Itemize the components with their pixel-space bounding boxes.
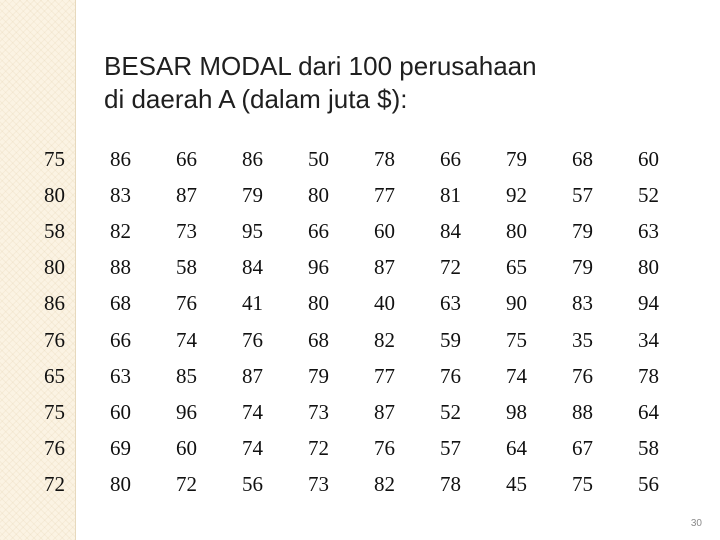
table-cell: 60	[374, 218, 395, 243]
table-cell: 65	[44, 363, 65, 388]
table-cell: 67	[572, 436, 593, 461]
table-row	[28, 322, 688, 358]
table-cell: 63	[440, 291, 461, 316]
table-cell: 45	[506, 472, 527, 497]
table-cell: 60	[176, 436, 197, 461]
table-cell: 40	[374, 291, 395, 316]
table-cell: 63	[638, 218, 659, 243]
table-row	[28, 358, 688, 394]
table-cell: 80	[308, 291, 329, 316]
table-cell: 65	[506, 255, 527, 280]
table-cell: 75	[44, 399, 65, 424]
table-cell: 57	[572, 182, 593, 207]
table-cell: 60	[638, 146, 659, 171]
table-cell: 76	[374, 436, 395, 461]
table-cell: 94	[638, 291, 659, 316]
table-cell: 95	[242, 218, 263, 243]
table-cell: 64	[506, 436, 527, 461]
table-row	[28, 177, 688, 213]
table-cell: 75	[44, 146, 65, 171]
table-cell: 96	[308, 255, 329, 280]
table-cell: 56	[242, 472, 263, 497]
table-row	[28, 394, 688, 430]
table-cell: 58	[638, 436, 659, 461]
table-cell: 79	[572, 218, 593, 243]
table-cell: 66	[176, 146, 197, 171]
table-cell: 92	[506, 182, 527, 207]
table-cell: 96	[176, 399, 197, 424]
page-number: 30	[690, 518, 702, 529]
table-cell: 56	[638, 472, 659, 497]
table-cell: 60	[110, 399, 131, 424]
table-cell: 72	[308, 436, 329, 461]
table-cell: 58	[176, 255, 197, 280]
table-row	[28, 286, 688, 322]
table-cell: 74	[176, 327, 197, 352]
table-cell: 84	[440, 218, 461, 243]
table-cell: 73	[176, 218, 197, 243]
table-cell: 79	[242, 182, 263, 207]
table-cell: 35	[572, 327, 593, 352]
table-cell: 87	[176, 182, 197, 207]
table-cell: 80	[44, 182, 65, 207]
table-cell: 84	[242, 255, 263, 280]
table-cell: 50	[308, 146, 329, 171]
table-cell: 68	[572, 146, 593, 171]
table-cell: 81	[440, 182, 461, 207]
table-cell: 34	[638, 327, 659, 352]
table-cell: 98	[506, 399, 527, 424]
table-cell: 83	[110, 182, 131, 207]
table-cell: 83	[572, 291, 593, 316]
table-cell: 82	[110, 218, 131, 243]
table-cell: 66	[110, 327, 131, 352]
table-cell: 74	[242, 436, 263, 461]
table-cell: 68	[308, 327, 329, 352]
table-cell: 80	[506, 218, 527, 243]
table-cell: 80	[44, 255, 65, 280]
data-table	[28, 141, 688, 503]
table-row	[28, 213, 688, 249]
table-cell: 66	[440, 146, 461, 171]
table-cell: 76	[572, 363, 593, 388]
table-cell: 82	[374, 327, 395, 352]
table-cell: 79	[572, 255, 593, 280]
table-cell: 76	[44, 327, 65, 352]
table-cell: 86	[44, 291, 65, 316]
table-cell: 66	[308, 218, 329, 243]
table-cell: 64	[638, 399, 659, 424]
table-cell: 75	[506, 327, 527, 352]
table-cell: 41	[242, 291, 263, 316]
table-cell: 87	[374, 399, 395, 424]
table-row	[28, 141, 688, 177]
table-cell: 87	[374, 255, 395, 280]
table-cell: 58	[44, 218, 65, 243]
table-cell: 74	[506, 363, 527, 388]
table-row	[28, 467, 688, 503]
title-line-1: BESAR MODAL dari 100 perusahaan	[104, 51, 537, 81]
table-cell: 79	[506, 146, 527, 171]
table-cell: 72	[176, 472, 197, 497]
table-cell: 85	[176, 363, 197, 388]
table-cell: 57	[440, 436, 461, 461]
table-cell: 80	[110, 472, 131, 497]
table-cell: 80	[638, 255, 659, 280]
table-cell: 76	[440, 363, 461, 388]
table-cell: 87	[242, 363, 263, 388]
table-cell: 73	[308, 399, 329, 424]
table-cell: 72	[440, 255, 461, 280]
table-cell: 75	[572, 472, 593, 497]
table-cell: 80	[308, 182, 329, 207]
table-cell: 82	[374, 472, 395, 497]
slide-title	[104, 50, 694, 116]
table-cell: 73	[308, 472, 329, 497]
table-cell: 74	[242, 399, 263, 424]
table-cell: 88	[110, 255, 131, 280]
table-cell: 69	[110, 436, 131, 461]
table-cell: 77	[374, 363, 395, 388]
table-cell: 76	[242, 327, 263, 352]
table-cell: 52	[638, 182, 659, 207]
table-cell: 76	[44, 436, 65, 461]
table-body	[28, 141, 688, 503]
table-cell: 76	[176, 291, 197, 316]
table-cell: 78	[374, 146, 395, 171]
table-cell: 86	[242, 146, 263, 171]
table-cell: 59	[440, 327, 461, 352]
table-cell: 86	[110, 146, 131, 171]
table-row	[28, 431, 688, 467]
table-cell: 90	[506, 291, 527, 316]
table-cell: 77	[374, 182, 395, 207]
table-cell: 79	[308, 363, 329, 388]
table-cell: 88	[572, 399, 593, 424]
table-cell: 52	[440, 399, 461, 424]
table-cell: 68	[110, 291, 131, 316]
table-cell: 78	[638, 363, 659, 388]
table-row	[28, 250, 688, 286]
table-cell: 72	[44, 472, 65, 497]
title-line-2: di daerah A (dalam juta $):	[104, 84, 408, 114]
table-cell: 63	[110, 363, 131, 388]
table-cell: 78	[440, 472, 461, 497]
